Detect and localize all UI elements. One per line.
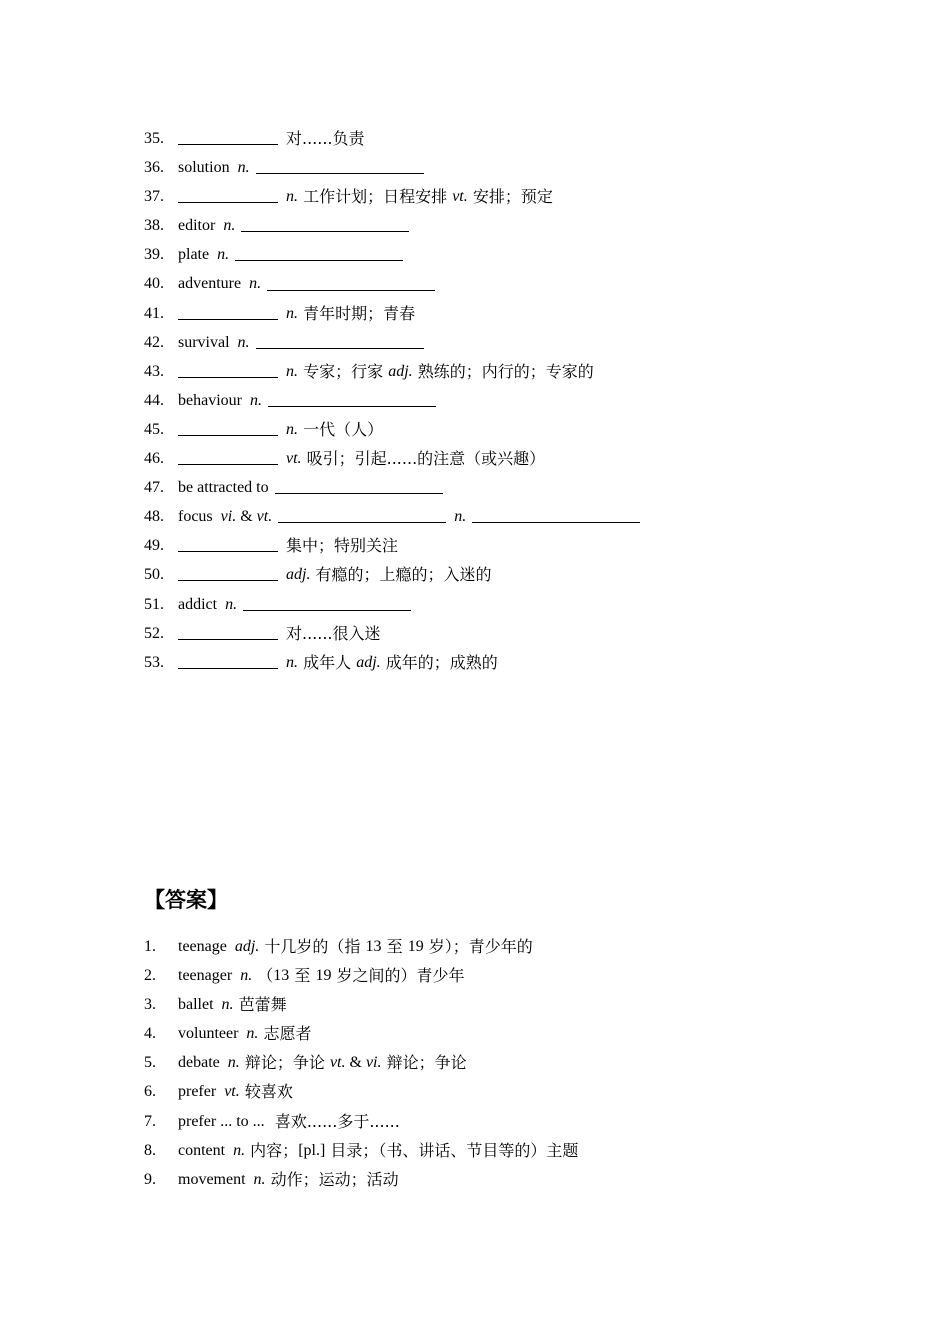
definition-text: 有瘾的；上瘾的；入迷的: [310, 565, 492, 585]
item-number: 46.: [144, 450, 164, 468]
exercise-item: [144, 211, 640, 240]
answer-blank[interactable]: [243, 592, 411, 611]
part-of-speech: n.: [454, 508, 467, 526]
term-text: ballet: [178, 996, 214, 1014]
term-text: &: [236, 508, 257, 526]
term-text: teenager: [178, 967, 233, 985]
item-number: 44.: [144, 391, 164, 409]
answer-item: [144, 990, 578, 1019]
exercise-item: [144, 619, 640, 648]
part-of-speech: vt.: [256, 508, 273, 526]
term-text: solution: [178, 159, 230, 177]
definition-text: 一代（人）: [298, 419, 384, 439]
exercise-item: [144, 240, 640, 269]
answer-list: [144, 932, 578, 1194]
term-text: be attracted to: [178, 479, 269, 497]
item-number: 8.: [144, 1141, 156, 1159]
answer-item: [144, 1077, 578, 1106]
part-of-speech: n.: [237, 333, 250, 351]
exercise-item: [144, 531, 640, 560]
term-text: adventure: [178, 275, 242, 293]
exercise-item: [144, 124, 640, 153]
exercise-item: [144, 473, 640, 502]
definition-text: 内容；: [245, 1140, 299, 1160]
item-number: 3.: [144, 996, 156, 1014]
answer-blank[interactable]: [275, 475, 443, 494]
item-number: 5.: [144, 1054, 156, 1072]
definition-text: 至: [289, 966, 316, 986]
definition-text: 工作计划；日程安排: [298, 187, 453, 207]
exercise-item: [144, 328, 640, 357]
item-number: 4.: [144, 1025, 156, 1043]
part-of-speech: n.: [237, 159, 250, 177]
term-text: volunteer: [178, 1025, 239, 1043]
definition-text: 成年的；成熟的: [380, 652, 498, 672]
answer-blank[interactable]: [178, 301, 278, 320]
exercise-item: [144, 560, 640, 589]
definition-text: 芭蕾舞: [233, 995, 287, 1015]
term-text: 13: [273, 967, 290, 985]
definition-text: 安排；预定: [467, 187, 553, 207]
part-of-speech: n.: [253, 1170, 266, 1188]
item-number: 49.: [144, 537, 164, 555]
term-text: prefer: [178, 1083, 217, 1101]
part-of-speech: n.: [286, 188, 298, 206]
part-of-speech: n.: [286, 362, 298, 380]
answer-item: [144, 961, 578, 990]
definition-text: 辩论；争论: [239, 1053, 330, 1073]
item-number: 45.: [144, 420, 164, 438]
part-of-speech: n.: [286, 420, 298, 438]
part-of-speech: vt.: [452, 188, 468, 206]
term-text: survival: [178, 333, 230, 351]
exercise-item: [144, 444, 640, 473]
definition-text: 十几岁的（指: [259, 937, 366, 956]
part-of-speech: n.: [223, 217, 236, 235]
part-of-speech: n.: [246, 1025, 259, 1043]
definition-text: 成年人: [298, 652, 357, 672]
definition-text: 辩论；争论: [381, 1053, 467, 1073]
answers-heading: 【答案】: [144, 888, 228, 912]
answer-item: [144, 1107, 578, 1136]
term-text: prefer ... to ...: [178, 1112, 265, 1130]
term-text: [pl.]: [298, 1141, 326, 1159]
item-number: 37.: [144, 188, 164, 206]
answer-blank[interactable]: [256, 155, 424, 174]
answer-blank[interactable]: [178, 446, 278, 465]
definition-text: 喜欢......多于......: [264, 1111, 400, 1131]
item-number: 38.: [144, 217, 164, 235]
exercise-item: [144, 153, 640, 182]
definition-text: 较喜欢: [239, 1082, 293, 1102]
term-text: editor: [178, 217, 216, 235]
part-of-speech: n.: [221, 996, 234, 1014]
answer-blank[interactable]: [178, 533, 278, 552]
term-text: 19: [315, 967, 332, 985]
exercise-item: [144, 648, 640, 677]
part-of-speech: n.: [240, 967, 253, 985]
term-text: movement: [178, 1170, 246, 1188]
item-number: 36.: [144, 159, 164, 177]
item-number: 9.: [144, 1170, 156, 1188]
item-number: 47.: [144, 479, 164, 497]
part-of-speech: vi.: [365, 1054, 382, 1072]
term-text: content: [178, 1141, 226, 1159]
part-of-speech: n.: [286, 653, 298, 671]
definition-text: 青年时期；青春: [298, 303, 416, 323]
term-text: addict: [178, 595, 218, 613]
definition-text: 熟练的；内行的；专家的: [412, 361, 594, 381]
answer-item: [144, 1048, 578, 1077]
definition-text: 岁）；青少年的: [423, 937, 533, 956]
exercise-item: [144, 590, 640, 619]
part-of-speech: vt.: [329, 1054, 346, 1072]
exercise-item: [144, 415, 640, 444]
term-text: focus: [178, 508, 213, 526]
exercise-item: [144, 386, 640, 415]
item-number: 40.: [144, 275, 164, 293]
part-of-speech: vt.: [286, 450, 302, 468]
part-of-speech: adj.: [286, 566, 311, 584]
term-text: plate: [178, 246, 210, 264]
definition-text: 至: [381, 937, 408, 956]
term-text: &: [345, 1054, 366, 1072]
answer-item: [144, 1136, 578, 1165]
part-of-speech: n.: [286, 304, 298, 322]
answer-item: [144, 932, 578, 961]
exercise-item: [144, 357, 640, 386]
item-number: 1.: [144, 938, 156, 955]
answer-item: [144, 1019, 578, 1048]
term-text: 19: [407, 938, 424, 955]
answer-blank[interactable]: [268, 388, 436, 407]
item-number: 6.: [144, 1083, 156, 1101]
answer-blank[interactable]: [472, 504, 640, 523]
term-text: teenage: [178, 938, 227, 955]
definition-text: 专家；行家: [298, 361, 389, 381]
part-of-speech: vi.: [220, 508, 237, 526]
item-number: 48.: [144, 508, 164, 526]
exercise-item: [144, 299, 640, 328]
term-text: 13: [365, 938, 382, 955]
answer-blank[interactable]: [256, 330, 424, 349]
answer-blank[interactable]: [178, 184, 278, 203]
answer-blank[interactable]: [241, 213, 409, 232]
answer-blank[interactable]: [178, 359, 278, 378]
definition-text: 目录；（书、讲话、节目等的）主题: [325, 1140, 579, 1160]
item-number: 43.: [144, 362, 164, 380]
item-number: 50.: [144, 566, 164, 584]
answer-blank[interactable]: [178, 650, 278, 669]
item-number: 35.: [144, 130, 164, 147]
answer-item: [144, 1165, 578, 1194]
part-of-speech: adj.: [234, 938, 260, 955]
term-text: debate: [178, 1054, 220, 1072]
definition-text: 志愿者: [258, 1024, 312, 1044]
term-text: behaviour: [178, 391, 242, 409]
exercise-item: [144, 502, 640, 531]
item-number: 39.: [144, 246, 164, 264]
definition-text: （: [252, 966, 274, 986]
part-of-speech: n.: [217, 246, 230, 264]
part-of-speech: vt.: [224, 1083, 240, 1101]
part-of-speech: n.: [249, 391, 262, 409]
definition-text: 动作；运动；活动: [265, 1169, 399, 1189]
part-of-speech: n.: [227, 1054, 240, 1072]
item-number: 52.: [144, 624, 164, 642]
answer-blank[interactable]: [178, 417, 278, 436]
part-of-speech: n.: [249, 275, 262, 293]
answer-blank[interactable]: [267, 272, 435, 291]
exercise-item: [144, 182, 640, 211]
item-number: 51.: [144, 595, 164, 613]
item-number: 42.: [144, 333, 164, 351]
definition-text: 集中；特别关注: [286, 536, 399, 556]
definition-text: 岁之间的）青少年: [331, 966, 465, 986]
exercise-list: [144, 124, 640, 677]
answer-blank[interactable]: [278, 504, 446, 523]
definition-text: 吸引；引起......的注意（或兴趣）: [301, 449, 546, 469]
part-of-speech: adj.: [388, 362, 413, 380]
exercise-item: [144, 269, 640, 298]
answer-blank[interactable]: [178, 562, 278, 581]
answer-blank[interactable]: [178, 126, 278, 145]
part-of-speech: n.: [233, 1141, 246, 1159]
item-number: 41.: [144, 304, 164, 322]
item-number: 53.: [144, 653, 164, 671]
item-number: 2.: [144, 967, 156, 985]
part-of-speech: adj.: [356, 653, 381, 671]
part-of-speech: n.: [225, 595, 238, 613]
answer-blank[interactable]: [178, 621, 278, 640]
definition-text: 对......负责: [286, 129, 365, 148]
answer-blank[interactable]: [235, 242, 403, 261]
item-number: 7.: [144, 1112, 156, 1130]
definition-text: 对......很入迷: [286, 623, 381, 643]
